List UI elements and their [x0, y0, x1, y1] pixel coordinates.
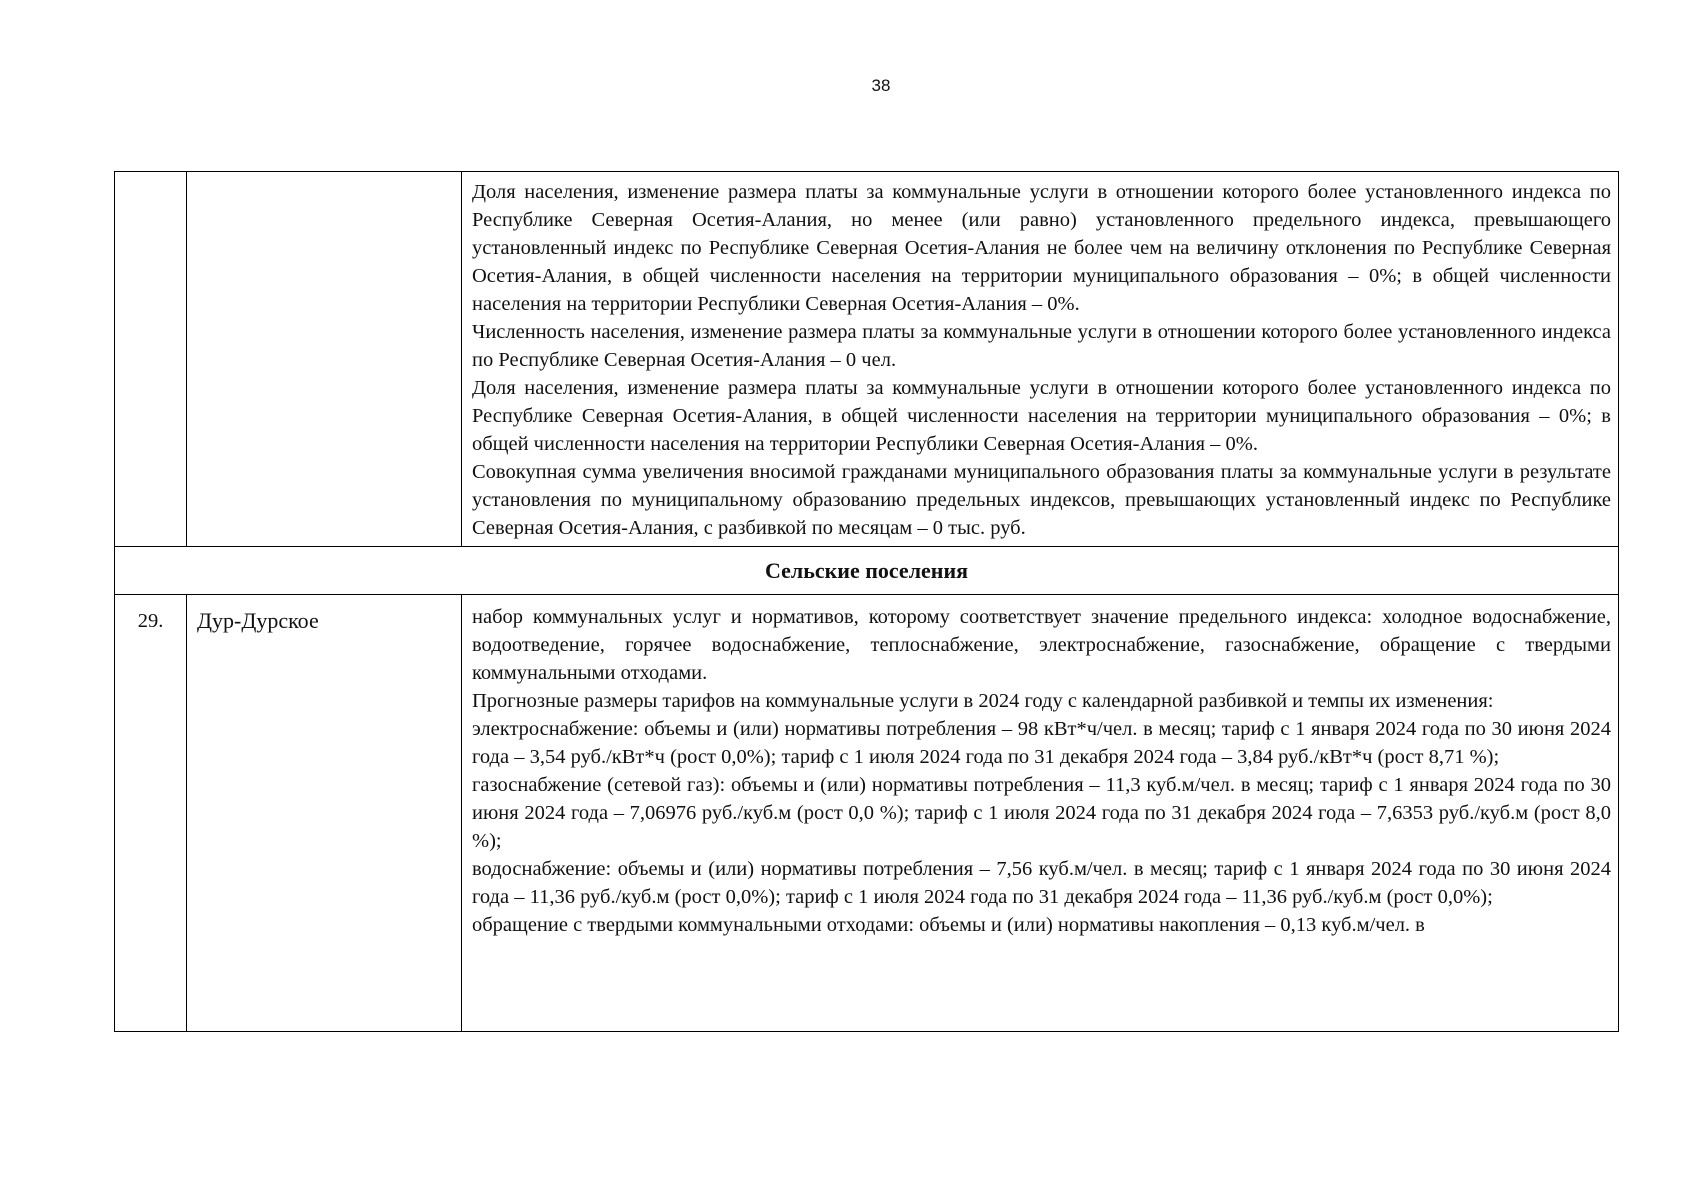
paragraph: обращение с твердыми коммунальными отходами: объемы и (или) нормативы накопления – 0,13 куб.м/чел. в — [472, 914, 1425, 936]
paragraph: Численность населения, изменение размера платы за коммунальные услуги в отношении которого более установленного индекса по Республике Северная Осетия-Алания – 0 чел. — [472, 321, 1611, 371]
paragraph: Доля населения, изменение размера платы за коммунальные услуги в отношении которого более установленного индекса по Республике Северная Осетия-Алания, но менее (или равно) установленного предельного индекса, превышающего установленный индекс по Республике Северная Осетия-Алания не более чем на величину отклонения по Республике Северная Осетия-Алания, в общей численности населения на территории муниципального образования – 0%; в общей численности населения на территории Республики Северная Осетия-Алания – 0%. — [472, 181, 1611, 315]
number-cell-empty — [115, 172, 187, 547]
table-row — [115, 595, 1619, 1032]
paragraph: набор коммунальных услуг и нормативов, которому соответствует значение предельного индекса: холодное водоснабжение, водоотведение, горячее водоснабжение, теплоснабжение, электроснабжение, газоснабжение, обращение с твердыми коммунальными отходами. — [472, 606, 1611, 684]
page-number: 38 — [871, 76, 891, 95]
paragraph: электроснабжение: объемы и (или) нормативы потребления – 98 кВт*ч/чел. в месяц; тариф с 1 января 2024 года по 30 июня 2024 года – 3,54 руб./кВт*ч (рост 0,0%); тариф с 1 июля 2024 года по 31 декабря 2024 года – 3,84 руб./кВт*ч (рост 8,71 %); — [472, 718, 1611, 768]
row-number: 29. — [115, 595, 187, 1032]
paragraph: газоснабжение (сетевой газ): объемы и (или) нормативы потребления – 11,3 куб.м/чел. в месяц; тариф с 1 января 2024 года по 30 июня 2024 года – 7,06976 руб./куб.м (рост 0,0 %); тариф с 1 июля 2024 года по 31 декабря 2024 года – 7,6353 руб./куб.м (рост 8,0 %); — [472, 774, 1611, 852]
name-cell-empty — [187, 172, 462, 547]
content-clip — [472, 603, 1611, 1031]
section-title: Сельские поселения — [115, 547, 1619, 595]
settlement-name: Дур-Дурское — [187, 595, 462, 1032]
paragraph: Совокупная сумма увеличения вносимой гражданами муниципального образования платы за коммунальные услуги в результате установления по муниципальному образованию предельных индексов, превышающих установленный индекс по Республике Северная Осетия-Алания, с разбивкой по месяцам – 0 тыс. руб. — [472, 461, 1611, 539]
section-row — [115, 547, 1619, 595]
paragraph: Прогнозные размеры тарифов на коммунальные услуги в 2024 году с календарной разбивкой и темпы их изменения: — [472, 690, 1494, 712]
tariff-table — [114, 171, 1619, 1032]
content-cell — [462, 595, 1619, 1032]
table-row-continued — [115, 172, 1619, 547]
paragraph: Доля населения, изменение размера платы за коммунальные услуги в отношении которого более установленного индекса по Республике Северная Осетия-Алания, в общей численности населения на территории муниципального образования – 0%; в общей численности населения на территории Республики Северная Осетия-Алания – 0%. — [472, 377, 1611, 455]
content-cell — [462, 172, 1619, 547]
paragraph: водоснабжение: объемы и (или) нормативы потребления – 7,56 куб.м/чел. в месяц; тариф с 1 января 2024 года по 30 июня 2024 года – 11,36 руб./куб.м (рост 0,0%); тариф с 1 июля 2024 года по 31 декабря 2024 года – 11,36 руб./куб.м (рост 0,0%); — [472, 858, 1611, 908]
